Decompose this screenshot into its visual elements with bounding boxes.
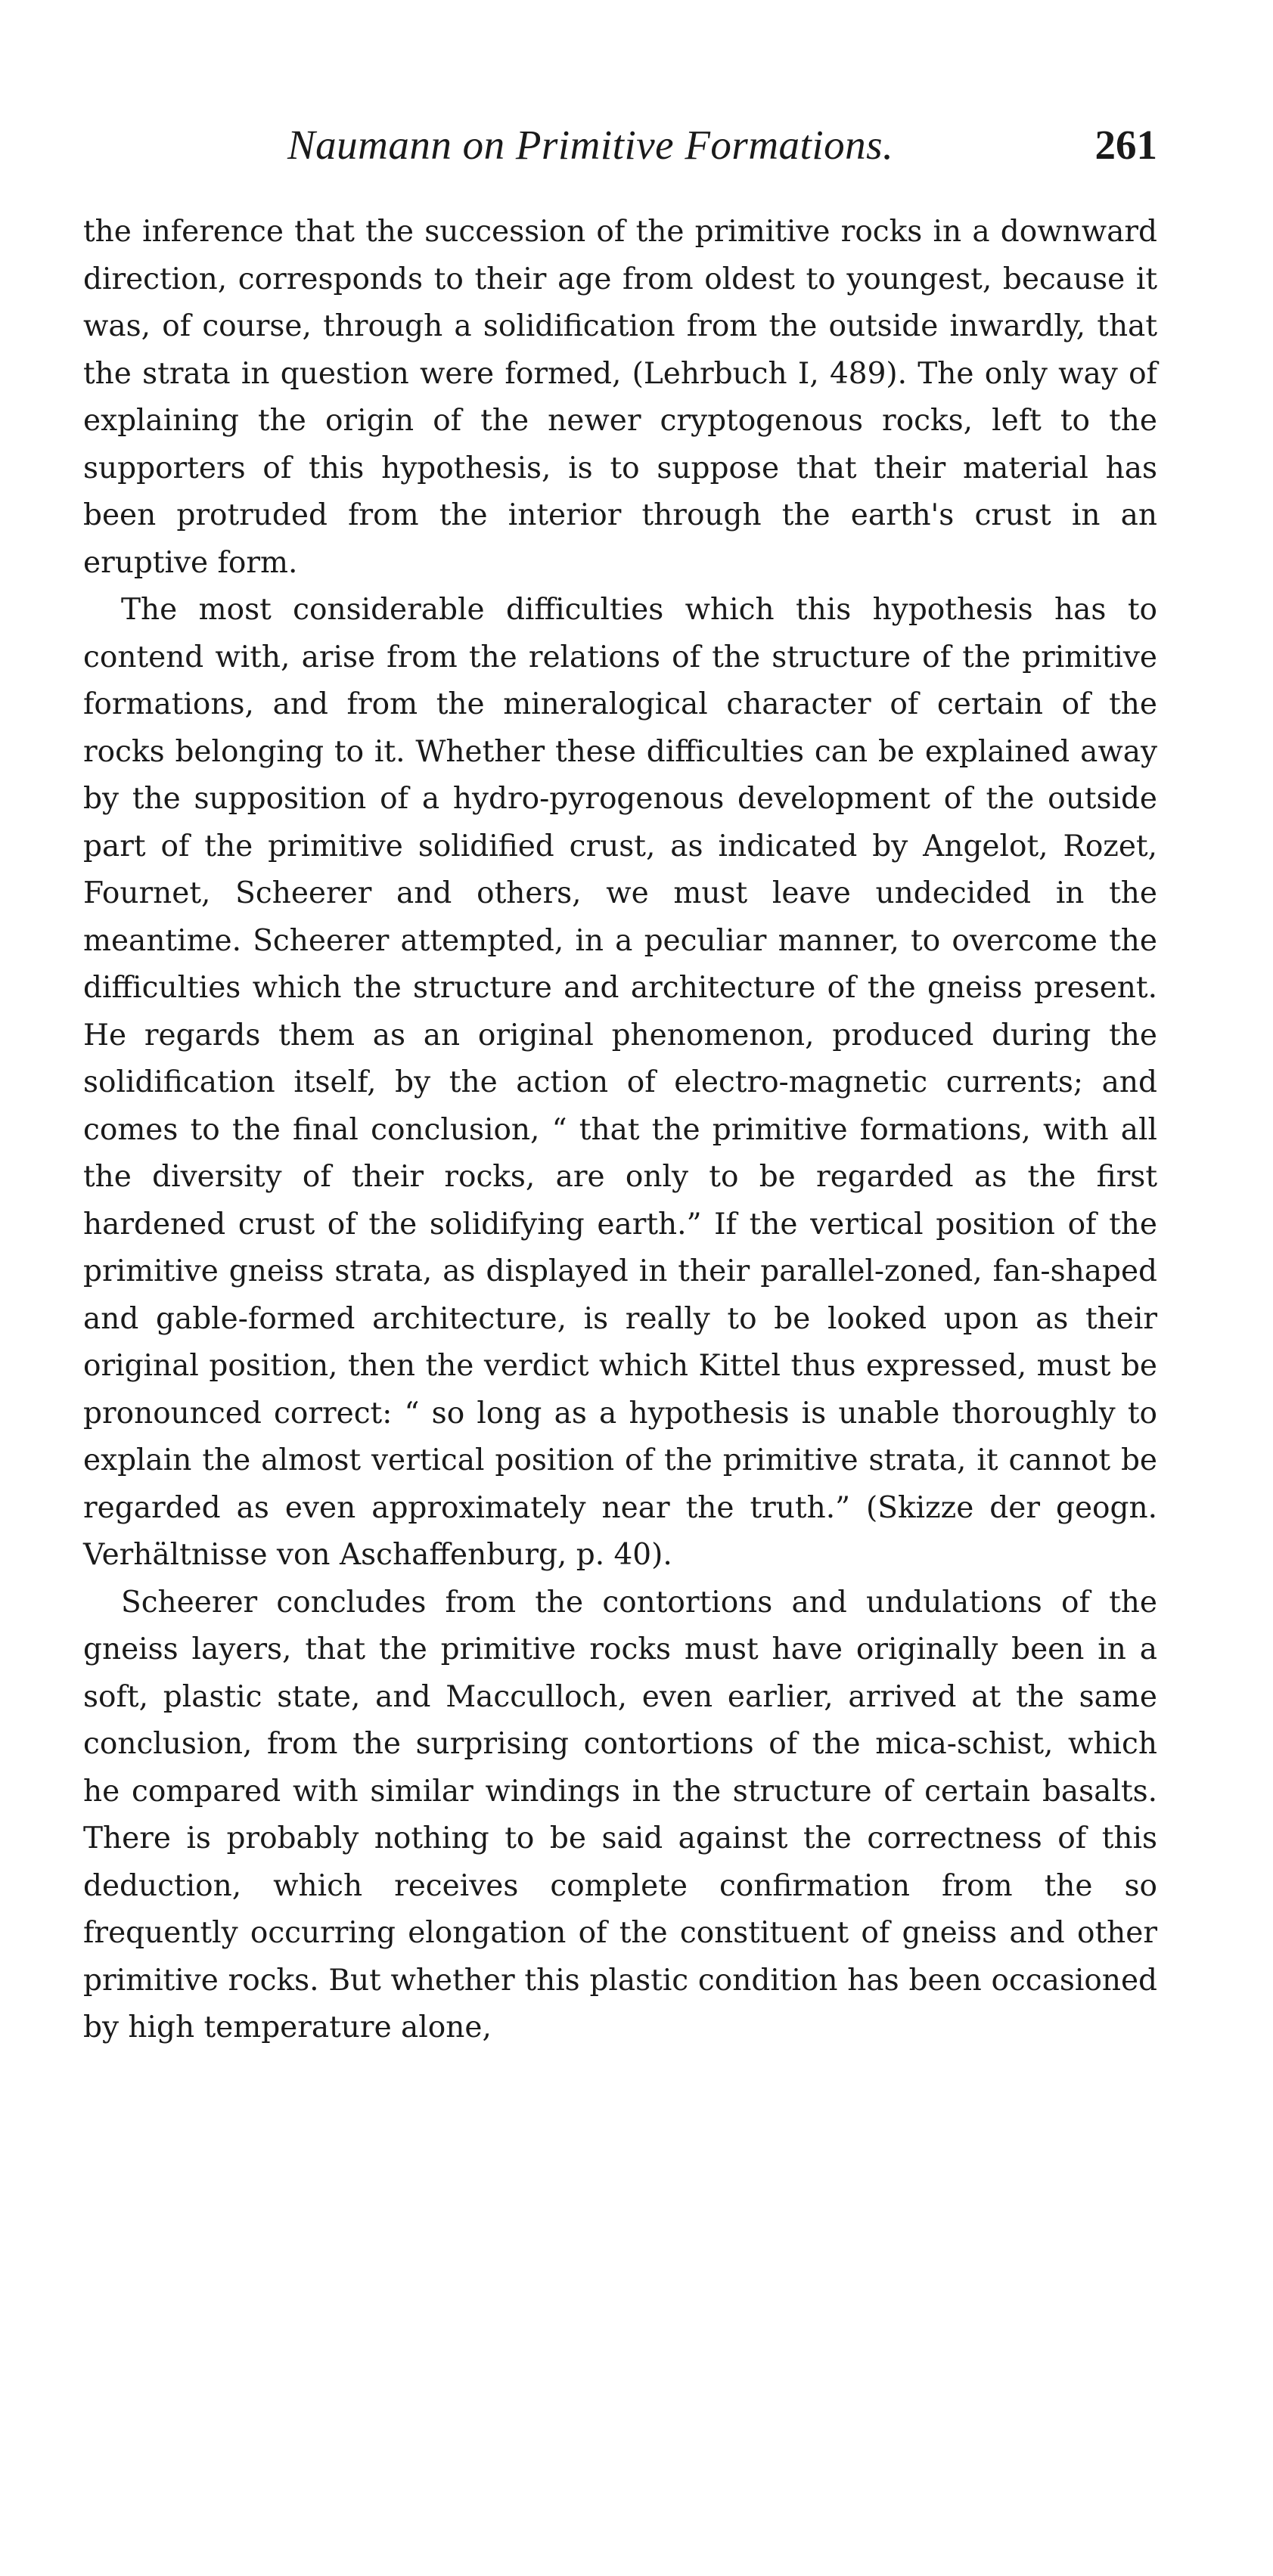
body-text (83, 209, 1157, 2052)
running-head (83, 121, 1157, 181)
paragraph-difficulties: The most considerable difficulties which this hypothesis has to contend with, arise from the relations of the structure of the primitive formations, and from the mineralogical character of certain of the rocks belonging to it. Whether these difficulties can be explained away by the supposition of a hydro-pyrogenous development of the outside part of the primitive solidified crust, as indicated by Angelot, Rozet, Fournet, Scheerer and others, we must leave undecided in the meantime. Scheerer attempted, in a peculiar manner, to overcome the difficulties which the structure and architecture of the gneiss present. He regards them as an original phenomenon, produced during the solidification itself, by the action of electro-magnetic currents; and comes to the final conclusion, “ that the primitive formations, with all the diversity of their rocks, are only to be regarded as the first hardened crust of the solidifying earth.” If the vertical position of the primitive gneiss strata, as displayed in their parallel-zoned, fan-shaped and gable-formed architecture, is really to be looked upon as their original position, then the verdict which Kittel thus expressed, must be pronounced correct: “ so long as a hypothesis is unable thoroughly to explain the almost vertical position of the primitive strata, it cannot be regarded as even approximately near the truth.” (Skizze der geogn. Verhältnisse von Aschaffenburg, p. 40). (83, 593, 1157, 1572)
paragraph-continuation: the inference that the succession of the primitive rocks in a downward direction, corresponds to their age from oldest to youngest, because it was, of course, through a solidification from the outside inwardly, that the strata in question were formed, (Lehrbuch I, 489). The only way of explaining the origin of the newer cryptogenous rocks, left to the supporters of this hypothesis, is to suppose that their material has been protruded from the interior through the earth's crust in an eruptive form. (83, 215, 1157, 580)
paragraph-plastic-state: Scheerer concludes from the contortions and undulations of the gneiss layers, that the primitive rocks must have originally been in a soft, plastic state, and Macculloch, even earlier, arrived at the same conclusion, from the surprising contortions of the mica-schist, which he compared with similar windings in the structure of certain basalts. There is probably nothing to be said against the correctness of this deduction, which receives complete confirmation from the so frequently occurring elongation of the constituent of gneiss and other primitive rocks. But whether this plastic condition has been occasioned by high temperature alone, (83, 1585, 1157, 2044)
running-title: Naumann on Primitive Formations. (287, 122, 894, 168)
book-page (83, 121, 1157, 2052)
page-number: 261 (1094, 122, 1157, 168)
